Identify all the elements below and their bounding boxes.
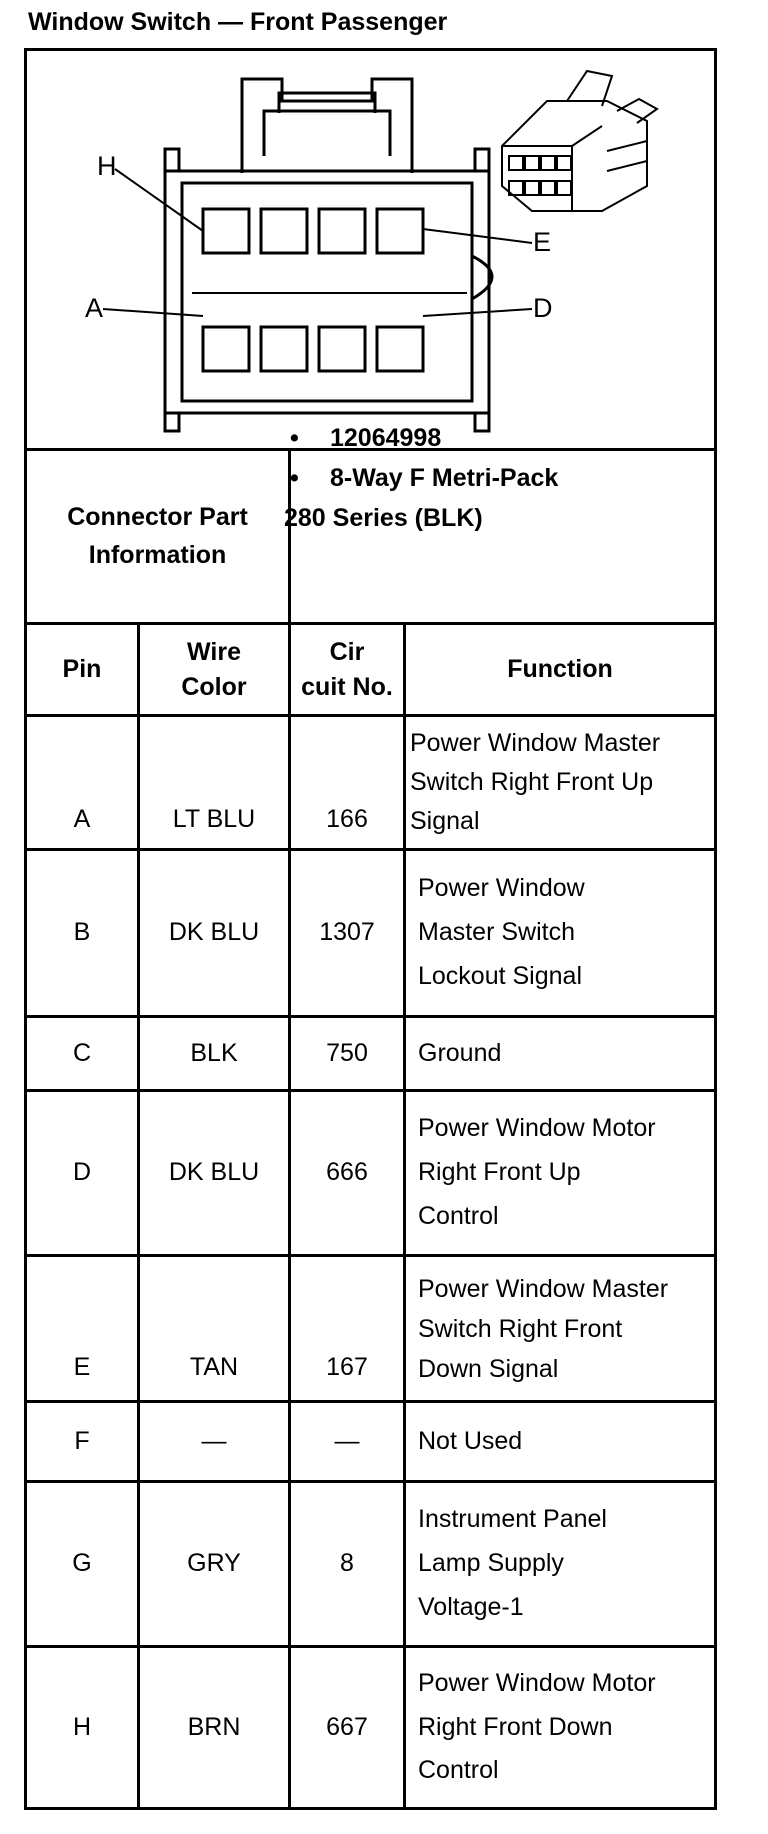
pin-label-e: E bbox=[533, 227, 552, 257]
part-number: 12064998 bbox=[330, 424, 442, 452]
part-number-line bbox=[284, 418, 558, 458]
connector-series: 280 Series (BLK) bbox=[284, 504, 483, 532]
function-f: Not Used bbox=[418, 1426, 523, 1455]
function-d: Power Window Motor Right Front Up Control bbox=[418, 1114, 656, 1230]
wire-color-f: — bbox=[201, 1426, 227, 1455]
connector-type-line bbox=[284, 458, 558, 498]
circuit-f: — bbox=[334, 1426, 360, 1455]
connector-part-details bbox=[284, 418, 558, 538]
header-wire-color-line1: Wire bbox=[187, 637, 241, 666]
pin-b: B bbox=[73, 918, 91, 947]
wire-color-c: BLK bbox=[190, 1038, 238, 1067]
circuit-d: 666 bbox=[326, 1158, 368, 1187]
function-e: Power Window Master Switch Right Front Down Signal bbox=[418, 1274, 669, 1383]
pin-label-h: H bbox=[97, 151, 117, 181]
header-wire-color-line2: Color bbox=[181, 672, 247, 701]
circuit-e: 167 bbox=[326, 1352, 368, 1381]
header-circuit-no bbox=[291, 625, 403, 714]
header-function: Function bbox=[507, 654, 613, 683]
header-circuit-line1: Cir bbox=[329, 637, 365, 666]
pin-label-a: A bbox=[85, 293, 104, 323]
circuit-a: 166 bbox=[326, 804, 368, 833]
circuit-b: 1307 bbox=[319, 918, 375, 947]
pin-g: G bbox=[72, 1549, 92, 1578]
circuit-g: 8 bbox=[340, 1549, 354, 1578]
connector-diagram bbox=[27, 51, 714, 451]
series-line bbox=[284, 498, 558, 538]
header-wire-color bbox=[140, 625, 288, 714]
wire-color-b: DK BLU bbox=[168, 918, 260, 947]
circuit-h: 667 bbox=[326, 1712, 368, 1741]
function-g: Instrument Panel Lamp Supply Voltage-1 bbox=[418, 1505, 607, 1621]
pin-c: C bbox=[72, 1038, 92, 1067]
page-title: Window Switch — Front Passenger bbox=[28, 8, 448, 36]
function-a: Power Window Master Switch Right Front Up Signal bbox=[410, 729, 661, 835]
function-c: Ground bbox=[418, 1038, 502, 1067]
bullet-icon: • bbox=[290, 424, 299, 452]
function-b: Power Window Master Switch Lockout Signal bbox=[418, 874, 585, 990]
wire-color-h: BRN bbox=[187, 1712, 241, 1741]
pin-label-d: D bbox=[533, 293, 553, 323]
pin-h: H bbox=[72, 1712, 92, 1741]
pin-d: D bbox=[72, 1158, 92, 1187]
header-circuit-line2: cuit No. bbox=[301, 672, 393, 701]
wire-color-a: LT BLU bbox=[172, 804, 256, 833]
function-h: Power Window Motor Right Front Down Control bbox=[418, 1668, 656, 1785]
wire-color-d: DK BLU bbox=[168, 1158, 260, 1187]
header-pin: Pin bbox=[62, 654, 102, 683]
connector-type: 8-Way F Metri-Pack bbox=[330, 464, 559, 492]
connector-info-label: Connector Part Information bbox=[67, 503, 248, 569]
pin-e: E bbox=[73, 1352, 91, 1381]
circuit-c: 750 bbox=[326, 1038, 368, 1067]
pin-a: A bbox=[73, 804, 91, 833]
connector-table-frame bbox=[24, 48, 717, 1810]
bullet-icon: • bbox=[290, 464, 299, 492]
wire-color-g: GRY bbox=[187, 1549, 241, 1578]
pin-f: F bbox=[74, 1426, 90, 1455]
wire-color-e: TAN bbox=[189, 1352, 239, 1381]
connector-face-drawing bbox=[27, 51, 714, 451]
